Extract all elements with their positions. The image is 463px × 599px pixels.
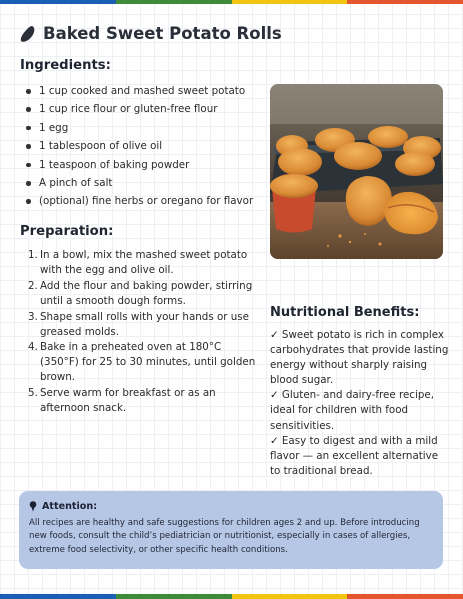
ingredient-item: 1 tablespoon of olive oil xyxy=(24,137,262,155)
attention-header xyxy=(29,501,433,512)
preparation-step xyxy=(28,340,260,385)
benefit-item xyxy=(270,328,450,388)
check-icon: ✓ xyxy=(270,389,279,402)
step-number: 4. xyxy=(28,341,38,354)
ingredients-heading: Ingredients: xyxy=(20,58,111,73)
ingredient-item: 1 teaspoon of baking powder xyxy=(24,156,262,174)
benefit-item xyxy=(270,388,450,433)
page-title-text: Baked Sweet Potato Rolls xyxy=(43,24,282,43)
step-text: Bake in a preheated oven at 180°C (350°F) for 25 to 30 minutes, until golden brown. xyxy=(40,341,256,384)
ingredient-item: 1 cup rice flour or gluten-free flour xyxy=(24,100,262,118)
sweet-potato-rolls-photo xyxy=(270,84,443,259)
check-icon: ✓ xyxy=(270,329,279,341)
sweet-potato-icon xyxy=(20,25,36,43)
step-text: In a bowl, mix the mashed sweet potato with the egg and olive oil. xyxy=(40,249,248,276)
pin-icon xyxy=(29,501,37,512)
ingredient-item: A pinch of salt xyxy=(24,174,262,192)
benefit-text: Gluten- and dairy-free recipe, ideal for children with food sensitivities. xyxy=(270,389,434,432)
step-number: 3. xyxy=(28,310,38,323)
check-icon: ✓ xyxy=(270,434,279,447)
step-number: 5. xyxy=(28,387,38,400)
attention-heading: Attention: xyxy=(42,501,98,512)
preparation-steps xyxy=(28,248,260,417)
ingredients-list xyxy=(24,82,262,211)
ingredient-item: 1 cup cooked and mashed sweet potato xyxy=(24,82,262,100)
preparation-heading: Preparation: xyxy=(20,224,114,239)
step-number: 2. xyxy=(28,279,38,292)
attention-text: All recipes are healthy and safe suggestions for children ages 2 and up. Before introducing new foods, consult the child’s pediatrician or nutritionist, especially in cases of allergies, extreme food selectivity, or other specific health conditions. xyxy=(29,518,420,555)
attention-box xyxy=(19,491,443,569)
preparation-step xyxy=(28,310,260,340)
step-text: Serve warm for breakfast or as an afternoon snack. xyxy=(40,387,216,415)
ingredient-item: (optional) fine herbs or oregano for flavor xyxy=(24,192,262,210)
step-text: Add the flour and baking powder, stirring until a smooth dough forms. xyxy=(40,279,253,307)
preparation-step xyxy=(28,386,260,416)
preparation-step xyxy=(28,279,260,309)
nutritional-benefits xyxy=(270,305,450,479)
bottom-color-stripe xyxy=(0,594,463,599)
preparation-step xyxy=(28,248,260,278)
page-title xyxy=(20,24,282,43)
step-text: Shape small rolls with your hands or use greased molds. xyxy=(40,310,249,338)
benefit-text: Sweet potato is rich in complex carbohydrates that provide lasting energy without sharply raising blood sugar. xyxy=(270,329,449,387)
ingredient-item: 1 egg xyxy=(24,119,262,137)
benefits-heading: Nutritional Benefits: xyxy=(270,305,420,320)
top-color-stripe xyxy=(0,0,463,4)
step-number: 1. xyxy=(28,249,38,261)
benefit-text: Easy to digest and with a mild flavor — an excellent alternative to traditional bread. xyxy=(270,434,439,477)
benefit-item xyxy=(270,434,450,479)
